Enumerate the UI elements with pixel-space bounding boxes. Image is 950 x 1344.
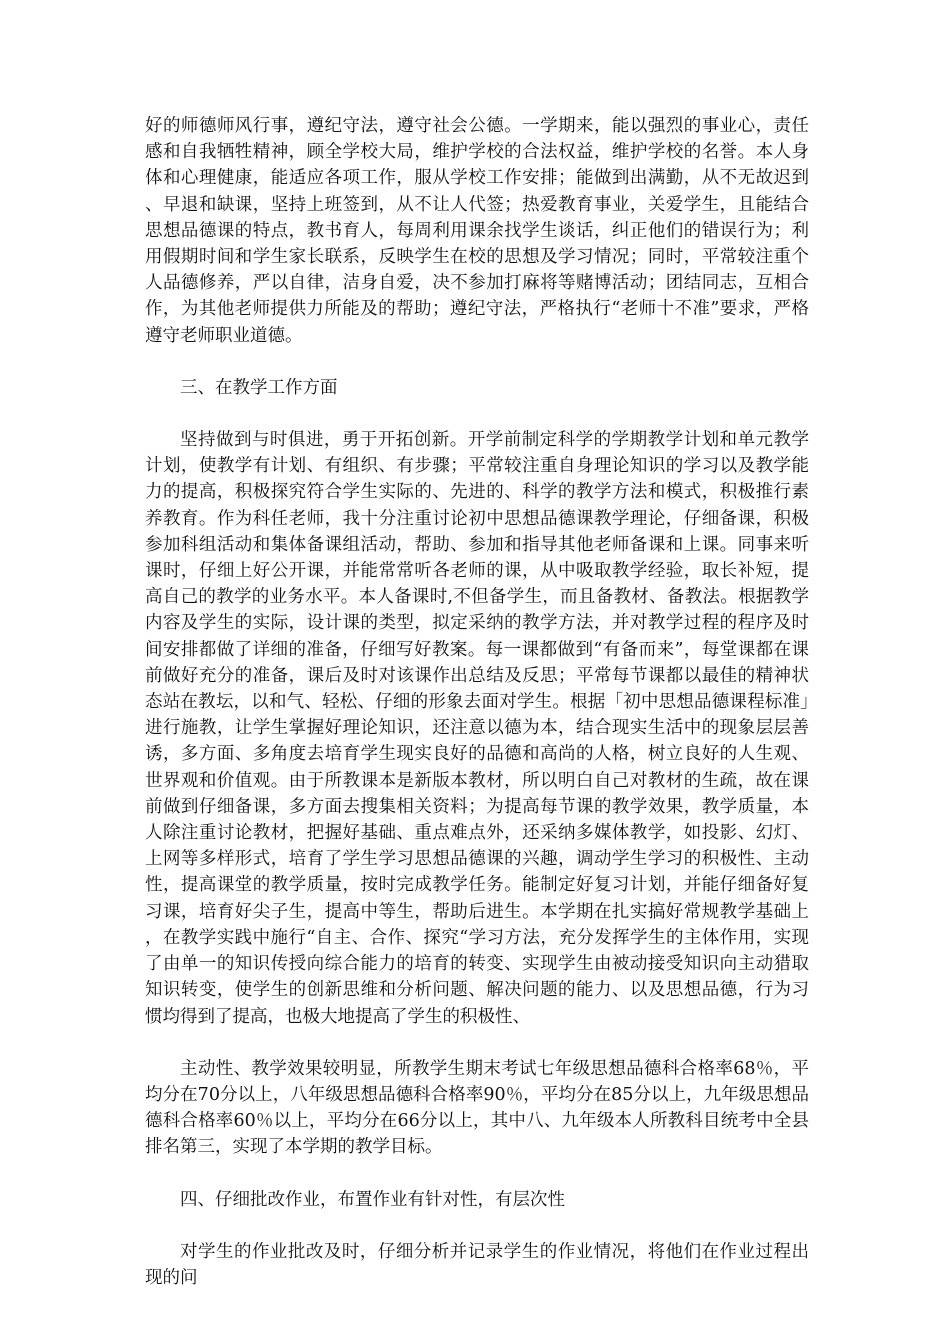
- document-page: [145, 113, 809, 1291]
- section-heading-homework: 四、仔细批改作业，布置作业有针对性，有层次性: [180, 1189, 565, 1210]
- paragraph-teaching-work: 坚持做到与时俱进，勇于开拓创新。开学前制定科学的学期教学计划和单元教学计划，使教学有计划、有组织、有步骤；平常较注重自身理论知识的学习以及教学能力的提高，积极探究符合学生实际的、先进的、科学的教学方法和模式，积极推行素养教育。作为科任老师，我十分注重讨论初中思想品德课教学理论，仔细备课，积极参加科组活动和集体备课组活动，帮助、参加和指导其他老师备课和上课。同事来听课时，仔细上好公开课，并能常常听各老师的课，从中吸取教学经验，取长补短，提高自己的教学的业务水平。本人备课时,不但备学生，而且备教材、备教法。根据教学内容及学生的实际，设计课的类型，拟定采纳的教学方法，并对教学过程的程序及时间安排都做了详细的准备，仔细写好教案。每一课都做到“有备而来”，每堂课都在课前做好充分的准备，课后及时对该课作出总结及反思；平常每节课都以最佳的精神状态站在教坛，以和气、轻松、仔细的形象去面对学生。根据「初中思想品德课程标准」进行施教，让学生掌握好理论知识，还注意以德为本，结合现实生活中的现象层层善诱，多方面、多角度去培育学生现实良好的品德和高尚的人格，树立良好的人生观、世界观和价值观。由于所教课本是新版本教材，所以明白自己对教材的生疏，故在课前做到仔细备课，多方面去搜集相关资料；为提高每节课的教学效果，教学质量，本人除注重讨论教材，把握好基础、重点难点外，还采纳多媒体教学，如投影、幻灯、上网等多样形式，培育了学生学习思想品德课的兴趣，调动学生学习的积极性、主动性，提高课堂的教学质量，按时完成教学任务。能制定好复习计划，并能仔细备好复习课，培育好尖子生，提高中等生，帮助后进生。本学期在扎实搞好常规教学基础上，在教学实践中施行“自主、合作、探究“学习方法，充分发挥学生的主体作用，实现了由单一的知识传授向综合能力的培育的转变、实现学生由被动接受知识向主动猎取知识转变，使学生的创新思维和分析问题、解决问题的能力、以及思想品德，行为习惯均得到了提高，也极大地提高了学生的积极性、: [145, 430, 809, 1027]
- paragraph-homework: 对学生的作业批改及时，仔细分析并记录学生的作业情况，将他们在作业过程出现的问: [145, 1241, 809, 1288]
- paragraph-exam-results: 主动性、教学效果较明显，所教学生期末考试七年级思想品德科合格率68％，平均分在70分以上，八年级思想品德科合格率90％，平均分在85分以上，九年级思想品德科合格率60％以上，平均分在66分以上，其中八、九年级本人所教科目统考中全县排名第三，实现了本学期的教学目标。: [145, 1058, 809, 1158]
- paragraph-teacher-ethics: 好的师德师风行事，遵纪守法，遵守社会公德。一学期来，能以强烈的事业心，责任感和自我牺牲精神，顾全学校大局，维护学校的合法权益，维护学校的名誉。本人身体和心理健康，能适应各项工作，服从学校工作安排；能做到出满勤，从不无故迟到、早退和缺课，坚持上班签到，从不让人代签；热爱教育事业，关爱学生，且能结合思想品德课的特点，教书育人，每周利用课余找学生谈话，纠正他们的错误行为；利用假期时间和学生家长联系，反映学生在校的思想及学习情况；同时，平常较注重个人品德修养，严以自律，洁身自爱，决不参加打麻将等赌博活动；团结同志，互相合作，为其他老师提供力所能及的帮助；遵纪守法，严格执行“老师十不准”要求，严格遵守老师职业道德。: [145, 116, 809, 346]
- section-heading-teaching-work: 三、在教学工作方面: [180, 377, 338, 398]
